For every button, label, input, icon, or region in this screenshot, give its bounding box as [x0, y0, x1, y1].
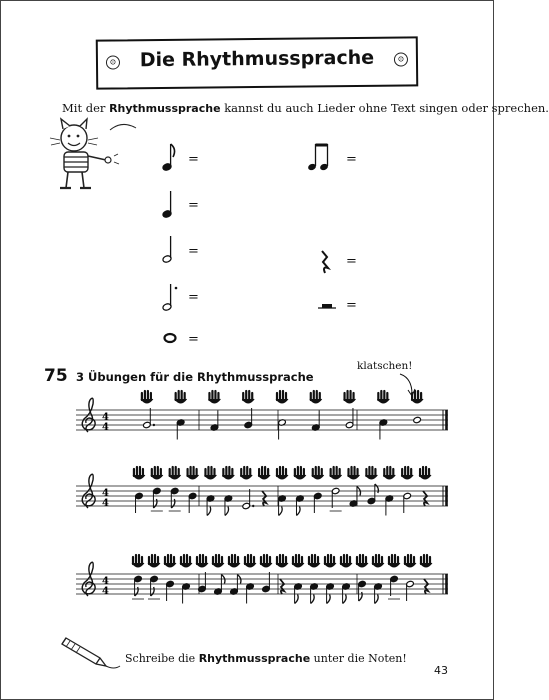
time-signature-bottom: 4: [102, 586, 109, 597]
equals-sign: =: [188, 244, 199, 259]
clapping-hand-icon: [208, 391, 220, 403]
clapping-hand-icon: [383, 467, 395, 479]
music-note: [413, 416, 422, 423]
clapping-hand-icon: [419, 467, 431, 479]
music-note: [206, 495, 215, 516]
equals-sign: =: [346, 152, 357, 167]
time-signature-top: 4: [102, 488, 109, 499]
clapping-hand-icon: [222, 467, 234, 479]
clap-label: klatschen!: [357, 360, 413, 372]
clapping-hand-icon: [212, 555, 224, 567]
clapping-hand-icon: [204, 467, 216, 479]
clapping-hand-icon: [404, 555, 416, 567]
music-note: [262, 491, 266, 506]
music-note: [244, 408, 253, 429]
music-note: [385, 495, 394, 516]
beamed-eighth-pair-symbol: [306, 140, 340, 174]
exercise-number: 75: [44, 366, 68, 386]
clapping-hand-icon: [148, 555, 160, 567]
music-note: [278, 419, 287, 440]
music-note: [345, 408, 354, 429]
music-note: [313, 492, 322, 513]
clapping-hand-icon: [330, 467, 342, 479]
music-note: [135, 492, 144, 513]
clapping-hand-icon: [228, 555, 240, 567]
clapping-hand-icon: [175, 391, 187, 403]
clapping-hand-icon: [276, 555, 288, 567]
clapping-hand-icon: [340, 555, 352, 567]
screw-icon: ⊙: [106, 55, 120, 69]
half-rest-symbol: [316, 296, 350, 330]
clapping-hand-icon: [276, 467, 288, 479]
music-note: [406, 580, 415, 601]
music-note: [312, 411, 321, 432]
clapping-hand-icon: [401, 467, 413, 479]
equals-sign: =: [346, 254, 357, 269]
music-note: [188, 492, 197, 513]
music-note: [310, 583, 319, 604]
clapping-hand-icon: [169, 467, 181, 479]
music-note: [379, 419, 388, 440]
clapping-hand-icon: [310, 391, 322, 403]
equals-sign: =: [188, 198, 199, 213]
music-note: [210, 411, 219, 432]
equals-sign: =: [188, 332, 199, 347]
clapping-hand-icon: [388, 555, 400, 567]
music-note: [296, 495, 305, 516]
clapping-hand-icon: [372, 555, 384, 567]
clapping-hand-icon: [344, 391, 356, 403]
clapping-hand-icon: [292, 555, 304, 567]
clapping-hand-icon: [258, 467, 270, 479]
clapping-hand-icon: [365, 467, 377, 479]
music-note: [176, 419, 185, 440]
music-staff-3: [76, 556, 448, 608]
clapping-hand-icon: [356, 555, 368, 567]
equals-sign: =: [188, 152, 199, 167]
page-title: Die Rhythmussprache: [139, 46, 375, 72]
exercise-title: 3 Übungen für die Rhythmussprache: [76, 370, 314, 384]
time-signature-top: 4: [102, 576, 109, 587]
clapping-hand-icon: [348, 467, 360, 479]
cat-drummer-illustration: [44, 116, 134, 196]
music-note: [424, 579, 428, 594]
clapping-hand-icon: [151, 467, 163, 479]
equals-sign: =: [188, 290, 199, 305]
music-note: [374, 583, 383, 604]
music-note: [143, 408, 155, 429]
pencil-icon: [60, 630, 122, 672]
music-note: [367, 484, 378, 505]
intro-after: kannst du auch Lieder ohne Text singen oder sprechen.: [220, 101, 549, 115]
music-note: [326, 583, 335, 604]
clapping-hand-icon: [312, 467, 324, 479]
music-note: [230, 575, 241, 596]
music-note: [224, 495, 233, 516]
clapping-hand-icon: [260, 555, 272, 567]
clapping-hand-icon: [244, 555, 256, 567]
music-note: [349, 487, 360, 508]
music-note: [423, 491, 427, 506]
screw-icon: ⊙: [394, 52, 408, 66]
time-signature-top: 4: [102, 412, 109, 423]
clapping-hand-icon: [196, 555, 208, 567]
time-signature-bottom: 4: [102, 498, 109, 509]
music-note: [214, 575, 225, 596]
music-note: [182, 583, 191, 604]
clapping-hand-icon: [133, 467, 145, 479]
clapping-hand-icon: [132, 555, 144, 567]
music-note: [246, 583, 255, 604]
clapping-hand-icon: [276, 391, 288, 403]
title-banner: [96, 36, 419, 89]
clapping-hand-icon: [308, 555, 320, 567]
clapping-hand-icon: [242, 391, 254, 403]
intro-before: Mit der: [62, 101, 110, 115]
music-note: [278, 495, 287, 516]
time-signature-bottom: 4: [102, 422, 109, 433]
footer-before: Schreibe die: [125, 652, 199, 665]
clapping-hand-icon: [420, 555, 432, 567]
music-note: [262, 572, 271, 593]
equals-sign: =: [346, 298, 357, 313]
quarter-rest-symbol: [316, 247, 350, 281]
music-note: [358, 580, 367, 601]
clapping-hand-icon: [164, 555, 176, 567]
footer-instruction: [125, 652, 407, 665]
music-staff-2: [76, 468, 448, 520]
footer-after: unter die Noten!: [310, 652, 407, 665]
page-number: 43: [434, 664, 448, 677]
music-note: [403, 492, 412, 513]
clapping-hand-icon: [187, 467, 199, 479]
clapping-hand-icon: [141, 391, 153, 403]
footer-highlight: Rhythmussprache: [198, 652, 311, 665]
clapping-hand-icon: [294, 467, 306, 479]
clapping-hand-icon: [180, 555, 192, 567]
clapping-hand-icon: [377, 391, 389, 403]
intro-highlight: Rhythmussprache: [109, 102, 221, 115]
music-note: [280, 579, 284, 594]
music-note: [242, 489, 254, 510]
clapping-hand-icon: [324, 555, 336, 567]
music-note: [342, 583, 351, 604]
music-note: [294, 583, 303, 604]
clapping-hand-icon: [411, 391, 423, 403]
music-staff-1: [76, 392, 448, 444]
clapping-hand-icon: [240, 467, 252, 479]
music-note: [166, 580, 175, 601]
intro-text: [62, 101, 549, 115]
